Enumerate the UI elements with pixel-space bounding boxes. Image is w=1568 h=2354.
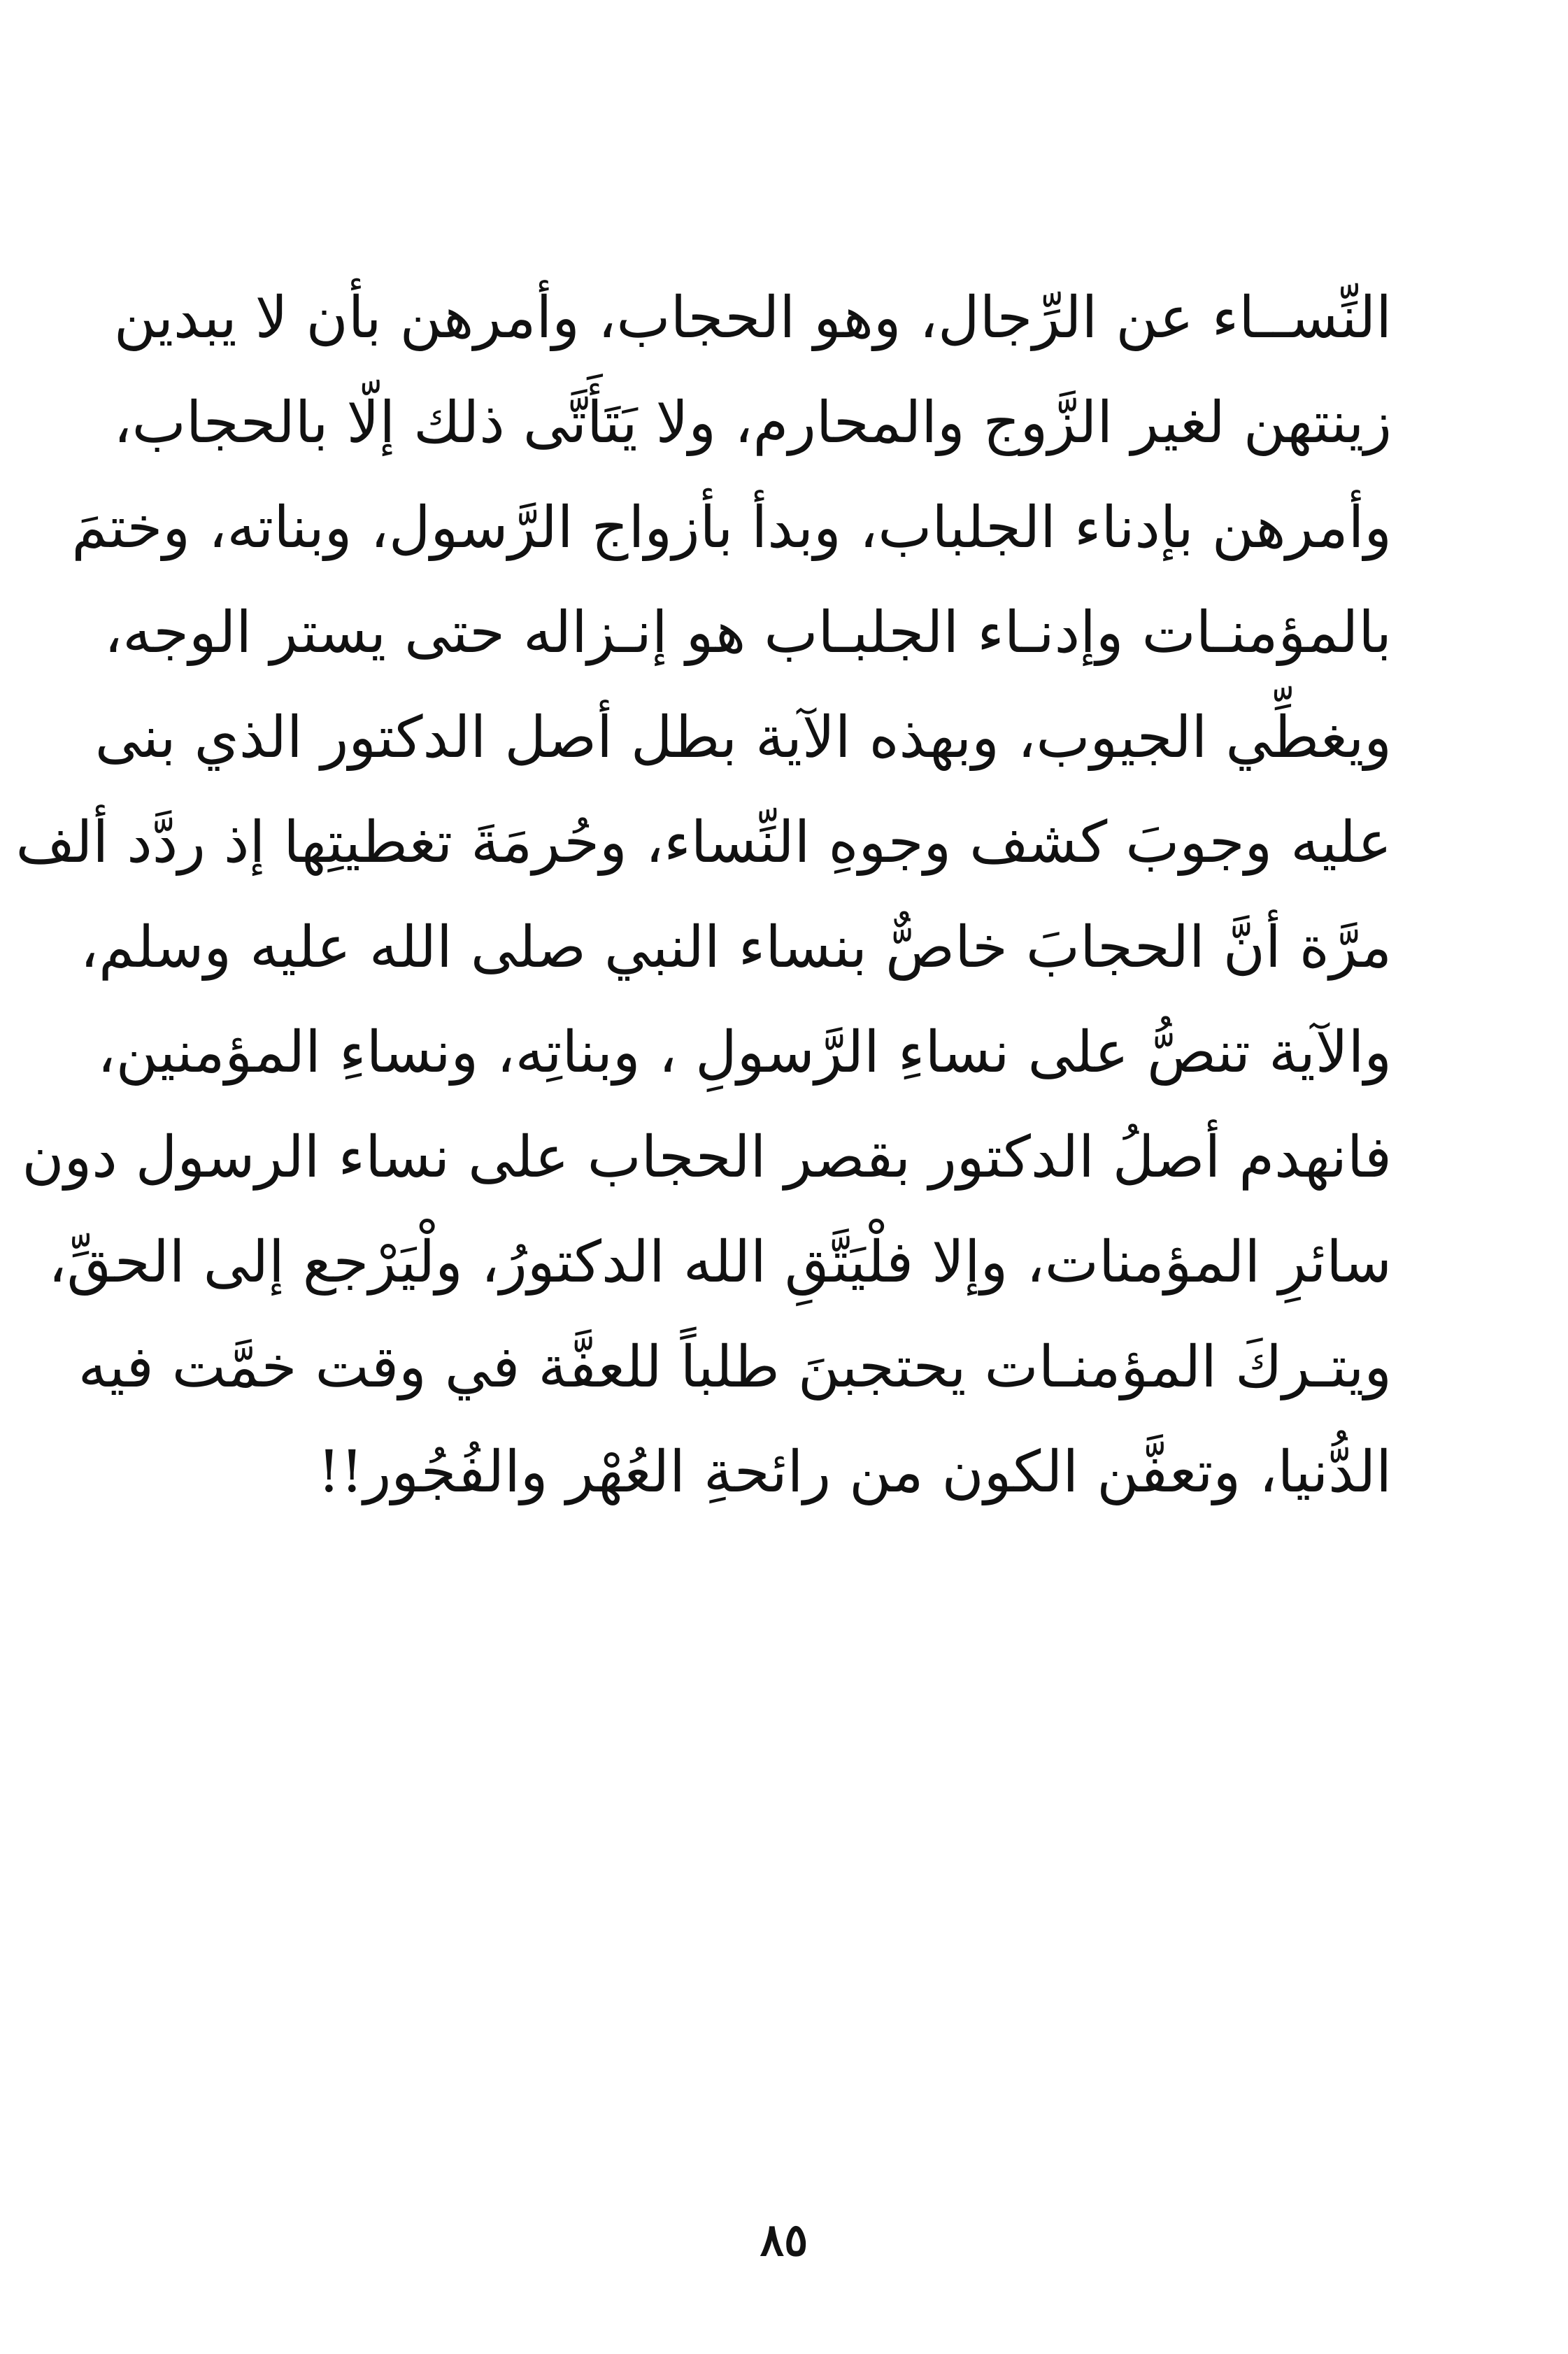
text-line-7: مرَّة أنَّ الحجابَ خاصٌّ بنساء النبي صلى الله عليه وسلم، [80,914,1392,981]
text-line-12: الدُّنيا، وتعفَّن الكون من رائحةِ العُهْر والفُجُور!! [317,1439,1392,1505]
text-line-9: فانهدم أصلُ الدكتور بقصر الحجاب على نساء الرسول دون [22,1124,1392,1191]
text-line-6: عليه وجوبَ كشف وجوهِ النِّساء، وحُرمَةَ تغطيتِها إذ ردَّد ألف [15,809,1392,876]
text-line-4: بالمؤمنـات وإدنـاء الجلبـاب هو إنـزاله حتى يستر الوجه، [104,600,1392,666]
text-line-3: وأمرهن بإدناء الجلباب، وبدأ بأزواج الرَّسول، وبناته، وختمَ [71,495,1392,561]
text-line-1: النِّســاء عن الرِّجال، وهو الحجاب، وأمرهن بأن لا يبدين [113,285,1392,351]
text-line-8: والآية تنصُّ على نساءِ الرَّسولِ ، وبناتِه، ونساءِ المؤمنين، [97,1019,1392,1086]
text-line-5: ويغطِّي الجيوب، وبهذه الآية بطل أصل الدكتور الذي بنى [94,704,1392,771]
text-line-2: زينتهن لغير الزَّوج والمحارم، ولا يَتَأَتَّى ذلك إلّا بالحجاب، [113,390,1392,456]
text-line-10: سائرِ المؤمنات، وإلا فلْيَتَّقِ الله الدكتورُ، ولْيَرْجع إلى الحقِّ، [48,1229,1392,1296]
text-line-11: ويتـركَ المؤمنـات يحتجبنَ طلباً للعفَّة في وقت خمَّت فيه [78,1334,1392,1401]
page-number: ٨٥ [760,2214,808,2267]
body-text [15,266,1392,1525]
